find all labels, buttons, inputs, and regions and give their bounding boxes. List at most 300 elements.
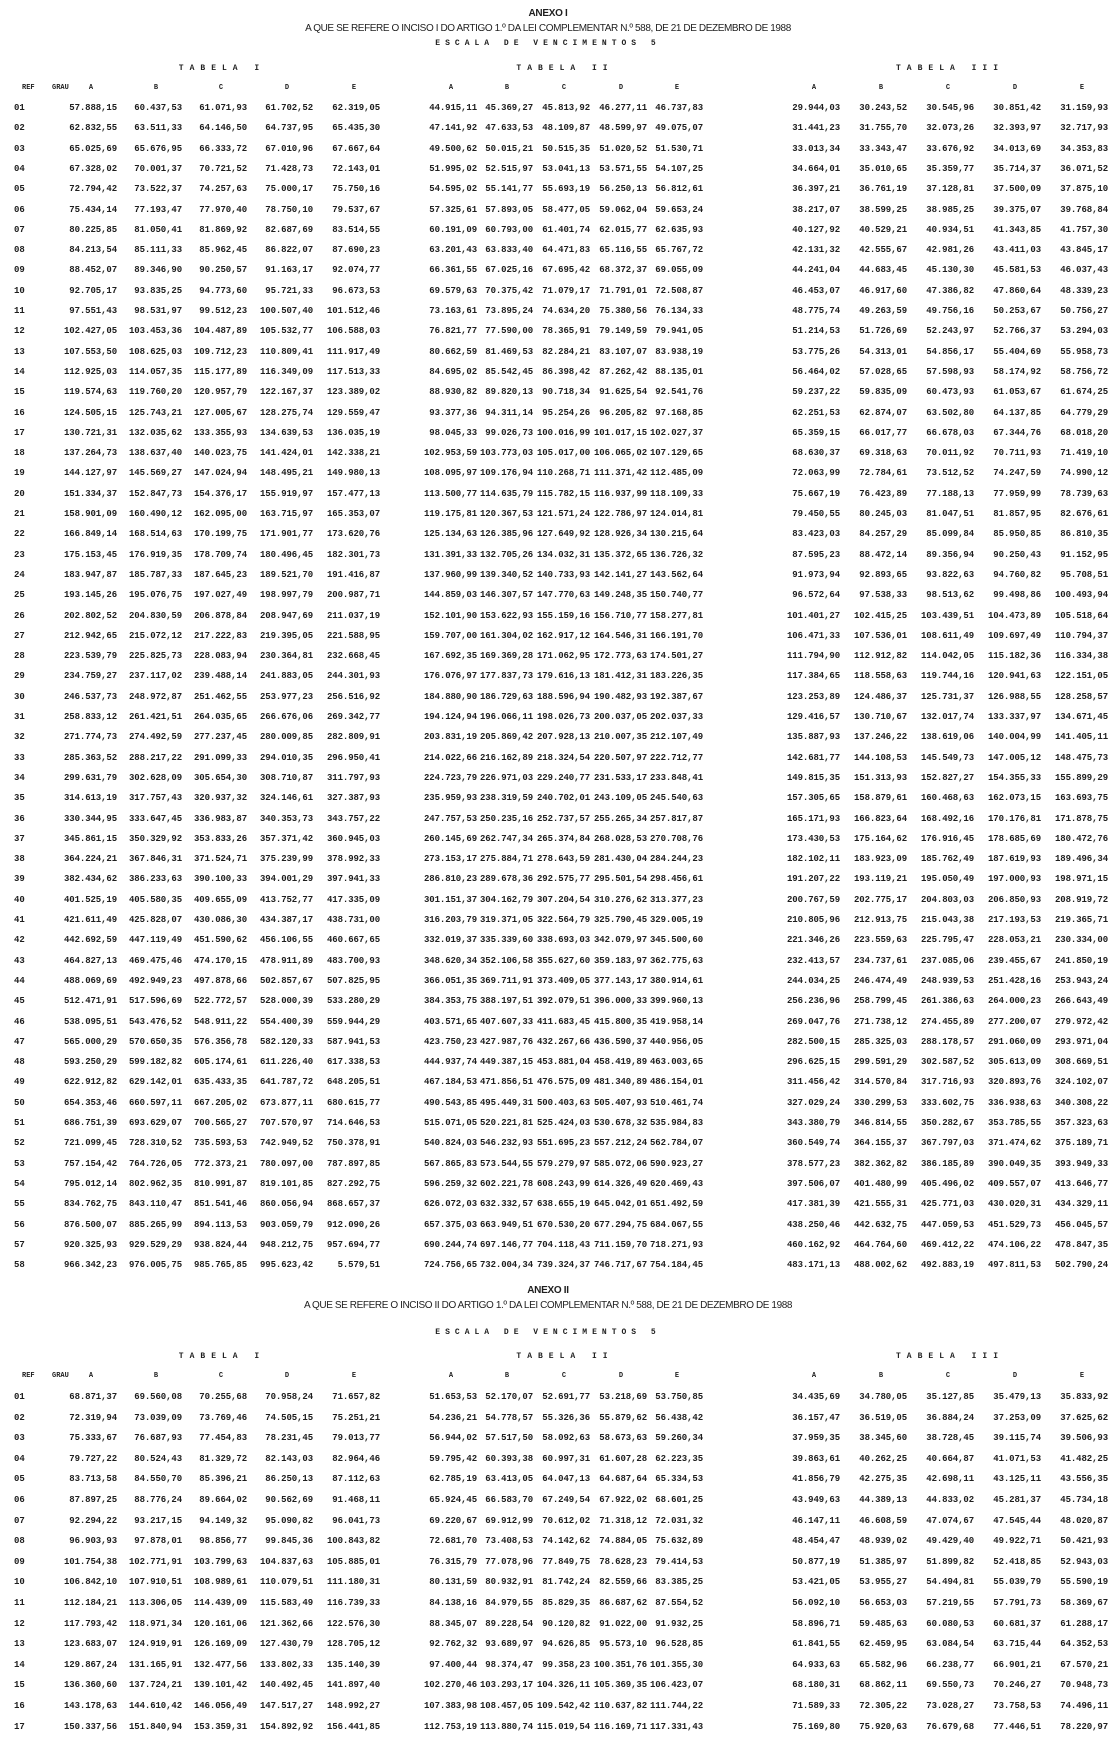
salary-value-cell: 697.146,77 (479, 1239, 533, 1250)
salary-value-cell: 764.726,05 (128, 1158, 182, 1169)
salary-value-cell: 860.056,94 (259, 1199, 313, 1210)
salary-value-cell: 478.911,89 (259, 955, 313, 966)
salary-value-cell: 113.306,05 (128, 1598, 182, 1608)
salary-value-cell: 51.726,69 (859, 326, 907, 337)
salary-value-cell: 355.627,60 (536, 955, 590, 966)
salary-value-cell: 369.711,91 (479, 975, 533, 986)
salary-value-cell: 421.555,31 (853, 1199, 907, 1210)
salary-value-cell: 144.108,53 (853, 752, 907, 763)
salary-value-cell: 327.029,24 (786, 1097, 840, 1108)
salary-value-cell: 120.957,79 (193, 387, 247, 398)
salary-value-cell: 345.500,60 (649, 935, 703, 946)
salary-value-cell: 59.795,42 (429, 1453, 477, 1464)
salary-value-cell: 84.979,55 (485, 1598, 533, 1608)
salary-value-cell: 137.960,99 (423, 569, 477, 580)
salary-value-cell: 405.580,35 (128, 894, 182, 905)
salary-value-cell: 200.037,05 (593, 712, 647, 722)
salary-value-cell: 57.893,05 (485, 204, 533, 215)
grade-column-header: C (218, 1372, 224, 1380)
salary-value-cell: 330.299,53 (853, 1097, 907, 1108)
salary-value-cell: 605.174,61 (193, 1057, 247, 1068)
salary-value-cell: 147.024,94 (193, 468, 247, 479)
salary-value-cell: 530.678,32 (593, 1118, 647, 1128)
salary-value-cell: 868.657,37 (326, 1199, 380, 1210)
salary-value-cell: 732.004,34 (479, 1260, 533, 1271)
salary-value-cell: 154.355,33 (987, 772, 1041, 783)
salary-value-cell: 225.795,47 (920, 935, 974, 946)
salary-value-cell: 132.017,74 (920, 712, 974, 722)
salary-value-cell: 567.865,83 (423, 1158, 477, 1169)
salary-value-cell: 152.827,27 (920, 772, 974, 783)
ref-level-cell: 49 (14, 1077, 25, 1088)
salary-value-cell: 74.142,62 (542, 1536, 590, 1547)
salary-value-cell: 176.076,97 (423, 671, 477, 682)
salary-value-cell: 69.055,09 (655, 265, 703, 276)
salary-value-cell: 44.915,11 (429, 103, 477, 113)
salary-value-cell: 87.554,52 (655, 1598, 703, 1608)
salary-value-cell: 73.028,27 (926, 1701, 974, 1711)
salary-value-cell: 137.264,73 (63, 448, 117, 459)
ref-level-cell: 44 (14, 975, 25, 986)
salary-value-cell: 78.220,97 (1060, 1721, 1108, 1732)
salary-value-cell: 117.793,42 (63, 1618, 117, 1629)
salary-value-cell: 214.022,66 (423, 752, 477, 763)
salary-value-cell: 50.877,19 (792, 1556, 840, 1567)
salary-value-cell: 111.794,90 (786, 651, 840, 662)
salary-value-cell: 367.846,31 (128, 854, 182, 865)
salary-value-cell: 167.692,35 (423, 651, 477, 662)
salary-value-cell: 87.897,25 (69, 1495, 117, 1505)
salary-value-cell: 680.615,77 (326, 1097, 380, 1108)
salary-value-cell: 166.849,14 (63, 529, 117, 540)
salary-value-cell: 72.031,32 (655, 1515, 703, 1526)
salary-value-cell: 397.506,07 (786, 1178, 840, 1189)
salary-value-cell: 45.734,18 (1060, 1495, 1108, 1505)
salary-value-cell: 447.119,49 (128, 935, 182, 946)
salary-value-cell: 89.346,90 (134, 265, 182, 276)
salary-value-cell: 71.419,10 (1060, 448, 1108, 459)
salary-value-cell: 579.279,97 (536, 1158, 590, 1169)
salary-value-cell: 319.371,05 (479, 915, 533, 925)
salary-value-cell: 241.883,05 (259, 671, 313, 682)
salary-value-cell: 126.169,09 (193, 1639, 247, 1650)
grade-column-header: B (153, 1372, 159, 1380)
salary-value-cell: 239.455,67 (987, 955, 1041, 966)
salary-value-cell: 32.073,26 (926, 123, 974, 134)
salary-value-cell: 198.971,15 (1054, 874, 1108, 885)
salary-value-cell: 57.219,55 (926, 1598, 974, 1608)
salary-value-cell: 68.871,37 (69, 1392, 117, 1402)
salary-value-cell: 65.359,15 (792, 427, 840, 438)
salary-value-cell: 55.958,73 (1060, 346, 1108, 357)
ref-level-cell: 08 (14, 1536, 25, 1547)
salary-value-cell: 281.430,04 (593, 854, 647, 865)
salary-value-cell: 48.339,23 (1060, 285, 1108, 296)
salary-value-cell: 795.012,14 (63, 1178, 117, 1189)
salary-value-cell: 244.034,25 (786, 975, 840, 986)
salary-value-cell: 80.225,85 (69, 224, 117, 235)
salary-value-cell: 246.474,49 (853, 975, 907, 986)
salary-value-cell: 528.000,39 (259, 996, 313, 1007)
salary-value-cell: 255.265,34 (593, 813, 647, 824)
salary-value-cell: 390.049,35 (987, 1158, 1041, 1169)
salary-value-cell: 43.411,03 (993, 245, 1041, 256)
salary-value-cell: 106.423,07 (649, 1680, 703, 1691)
salary-value-cell: 239.488,14 (193, 671, 247, 682)
salary-value-cell: 85.099,84 (926, 529, 974, 540)
salary-value-cell: 64.137,85 (993, 407, 1041, 418)
salary-value-cell: 278.643,59 (536, 854, 590, 865)
annex-subtitle: A QUE SE REFERE O INCISO I DO ARTIGO 1.º DA LEI COMPLEMENTAR N.º 588, DE 21 DE DEZEMBRO DE 1988 (305, 23, 791, 34)
salary-value-cell: 195.076,75 (128, 590, 182, 601)
salary-value-cell: 117.384,65 (786, 671, 840, 682)
salary-value-cell: 55.590,19 (1060, 1577, 1108, 1588)
salary-value-cell: 260.145,69 (423, 833, 477, 844)
salary-value-cell: 488.002,62 (853, 1260, 907, 1271)
salary-value-cell: 218.324,54 (536, 752, 590, 763)
salary-value-cell: 212.913,75 (853, 915, 907, 925)
grade-column-header: D (618, 84, 624, 92)
salary-value-cell: 72.319,94 (69, 1412, 117, 1423)
salary-value-cell: 63.413,05 (485, 1474, 533, 1485)
salary-value-cell: 203.831,19 (423, 732, 477, 743)
salary-value-cell: 115.019,54 (536, 1721, 590, 1732)
salary-value-cell: 205.869,42 (479, 732, 533, 743)
salary-value-cell: 97.400,44 (429, 1659, 477, 1670)
salary-value-cell: 219.395,05 (259, 630, 313, 641)
salary-value-cell: 507.825,95 (326, 975, 380, 986)
salary-value-cell: 421.611,49 (63, 915, 117, 925)
salary-value-cell: 49.756,16 (926, 306, 974, 316)
salary-value-cell: 483.171,13 (786, 1260, 840, 1271)
salary-value-cell: 140.492,45 (259, 1680, 313, 1691)
salary-value-cell: 133.802,33 (259, 1659, 313, 1670)
salary-value-cell: 143.178,63 (63, 1701, 117, 1711)
salary-value-cell: 130.215,64 (649, 529, 703, 540)
salary-value-cell: 139.101,42 (193, 1680, 247, 1691)
salary-value-cell: 43.125,11 (993, 1474, 1041, 1485)
ref-level-cell: 51 (14, 1118, 25, 1128)
table-heading: TABELA II (516, 64, 614, 73)
salary-value-cell: 92.294,22 (69, 1515, 117, 1526)
salary-value-cell: 247.757,53 (423, 813, 477, 824)
salary-value-cell: 246.537,73 (63, 691, 117, 702)
salary-value-cell: 107.553,50 (63, 346, 117, 357)
salary-value-cell: 72.794,42 (69, 184, 117, 195)
salary-value-cell: 101.355,30 (649, 1659, 703, 1670)
salary-value-cell: 179.616,13 (536, 671, 590, 682)
salary-value-cell: 96.903,93 (69, 1536, 117, 1547)
salary-value-cell: 256.236,96 (786, 996, 840, 1007)
salary-value-cell: 728.310,52 (128, 1138, 182, 1149)
salary-value-cell: 185.787,33 (128, 569, 182, 580)
salary-value-cell: 91.625,54 (599, 387, 647, 398)
salary-value-cell: 280.009,85 (259, 732, 313, 743)
salary-value-cell: 109.542,42 (536, 1701, 590, 1711)
salary-value-cell: 93.377,36 (429, 407, 477, 418)
salary-value-cell: 50.756,27 (1060, 306, 1108, 316)
salary-value-cell: 148.475,73 (1054, 752, 1108, 763)
salary-value-cell: 129.559,47 (326, 407, 380, 418)
salary-value-cell: 163.715,97 (259, 509, 313, 519)
salary-value-cell: 39.768,84 (1060, 204, 1108, 215)
ref-level-cell: 03 (14, 1433, 25, 1444)
salary-value-cell: 340.353,73 (259, 813, 313, 824)
salary-value-cell: 101.017,15 (593, 427, 647, 438)
ref-level-cell: 55 (14, 1199, 25, 1210)
salary-value-cell: 114.057,35 (128, 366, 182, 377)
salary-value-cell: 464.827,13 (63, 955, 117, 966)
salary-value-cell: 252.737,57 (536, 813, 590, 824)
salary-value-cell: 159.707,00 (423, 630, 477, 641)
salary-value-cell: 77.970,40 (199, 204, 247, 215)
salary-value-cell: 82.559,66 (599, 1577, 647, 1588)
salary-value-cell: 107.383,98 (423, 1701, 477, 1711)
ref-level-cell: 40 (14, 894, 25, 905)
ref-level-cell: 29 (14, 671, 25, 682)
salary-value-cell: 125.134,63 (423, 529, 477, 540)
salary-value-cell: 84.257,29 (859, 529, 907, 540)
salary-value-cell: 178.709,74 (193, 549, 247, 560)
salary-value-cell: 500.403,63 (536, 1097, 590, 1108)
ref-level-cell: 34 (14, 772, 25, 783)
salary-value-cell: 995.623,42 (259, 1260, 313, 1271)
salary-value-cell: 56.438,42 (655, 1412, 703, 1423)
salary-value-cell: 178.685,69 (987, 833, 1041, 844)
salary-value-cell: 684.067,55 (649, 1219, 703, 1230)
salary-value-cell: 79.941,05 (655, 326, 703, 337)
salary-value-cell: 36.071,52 (1060, 163, 1108, 174)
ref-level-cell: 01 (14, 103, 25, 113)
salary-value-cell: 75.667,19 (792, 488, 840, 499)
salary-value-cell: 88.135,01 (655, 366, 703, 377)
grade-column-header: A (448, 1372, 454, 1380)
ref-level-cell: 47 (14, 1036, 25, 1047)
salary-value-cell: 232.413,57 (786, 955, 840, 966)
salary-value-cell: 390.100,33 (193, 874, 247, 885)
salary-value-cell: 156.441,85 (326, 1721, 380, 1732)
table-heading: TABELA II (516, 1352, 614, 1361)
salary-value-cell: 442.692,59 (63, 935, 117, 946)
salary-value-cell: 123.389,02 (326, 387, 380, 398)
salary-value-cell: 903.059,79 (259, 1219, 313, 1230)
salary-value-cell: 77.446,51 (993, 1721, 1041, 1732)
salary-value-cell: 38.599,25 (859, 204, 907, 215)
salary-value-cell: 160.490,12 (128, 509, 182, 519)
salary-value-cell: 96.041,73 (332, 1515, 380, 1526)
salary-value-cell: 37.500,09 (993, 184, 1041, 195)
salary-value-cell: 231.533,17 (593, 772, 647, 783)
salary-value-cell: 111.917,49 (326, 346, 380, 357)
salary-value-cell: 87.690,23 (332, 245, 380, 256)
salary-value-cell: 282.809,91 (326, 732, 380, 743)
salary-value-cell: 127.649,92 (536, 529, 590, 540)
salary-value-cell: 359.183,97 (593, 955, 647, 966)
salary-value-cell: 87.595,23 (792, 549, 840, 560)
salary-value-cell: 69.220,67 (429, 1515, 477, 1526)
salary-value-cell: 322.564,79 (536, 915, 590, 925)
salary-value-cell: 570.650,35 (128, 1036, 182, 1047)
salary-value-cell: 136.360,60 (63, 1680, 117, 1691)
salary-value-cell: 253.977,23 (259, 691, 313, 702)
salary-value-cell: 162.095,00 (193, 509, 247, 519)
grade-column-header: A (88, 1372, 94, 1380)
salary-value-cell: 81.050,41 (134, 224, 182, 235)
salary-value-cell: 135.140,39 (326, 1659, 380, 1670)
salary-value-cell: 221.346,26 (786, 935, 840, 946)
salary-value-cell: 32.393,97 (993, 123, 1041, 134)
salary-value-cell: 317.757,43 (128, 793, 182, 804)
salary-value-cell: 298.456,61 (649, 874, 703, 885)
salary-value-cell: 90.562,69 (265, 1495, 313, 1505)
salary-value-cell: 102.270,46 (423, 1680, 477, 1691)
ref-level-cell: 05 (14, 184, 25, 195)
salary-value-cell: 75.750,16 (332, 184, 380, 195)
salary-value-cell: 50.253,67 (993, 306, 1041, 316)
salary-value-cell: 301.151,37 (423, 894, 477, 905)
salary-value-cell: 562.784,07 (649, 1138, 703, 1149)
salary-value-cell: 51.653,53 (429, 1392, 477, 1402)
salary-value-cell: 48.454,47 (792, 1536, 840, 1547)
ref-column-header: REF (22, 84, 35, 92)
ref-level-cell: 16 (14, 1701, 25, 1711)
salary-value-cell: 63.833,40 (485, 245, 533, 256)
salary-value-cell: 447.059,53 (920, 1219, 974, 1230)
salary-value-cell: 66.901,21 (993, 1659, 1041, 1670)
salary-value-cell: 302.628,09 (128, 772, 182, 783)
salary-value-cell: 288.217,22 (128, 752, 182, 763)
salary-value-cell: 60.437,53 (134, 103, 182, 113)
salary-value-cell: 53.955,27 (859, 1577, 907, 1588)
salary-value-cell: 89.228,54 (485, 1618, 533, 1629)
salary-value-cell: 63.502,80 (926, 407, 974, 418)
salary-value-cell: 330.344,95 (63, 813, 117, 824)
salary-value-cell: 102.427,05 (63, 326, 117, 337)
salary-value-cell: 70.246,27 (993, 1680, 1041, 1691)
salary-value-cell: 131.165,91 (128, 1659, 182, 1670)
salary-value-cell: 274.455,89 (920, 1016, 974, 1027)
salary-value-cell: 103.453,36 (128, 326, 182, 337)
salary-value-cell: 243.109,05 (593, 793, 647, 804)
salary-value-cell: 93.217,15 (134, 1515, 182, 1526)
salary-value-cell: 210.805,96 (786, 915, 840, 925)
salary-value-cell: 132.035,62 (128, 427, 182, 438)
salary-value-cell: 104.326,11 (536, 1680, 590, 1691)
salary-value-cell: 90.718,34 (542, 387, 590, 398)
ref-column-header: REF (22, 1372, 35, 1380)
salary-value-cell: 151.334,37 (63, 488, 117, 499)
salary-value-cell: 110.809,41 (259, 346, 313, 357)
salary-value-cell: 197.027,49 (193, 590, 247, 601)
salary-value-cell: 41.343,85 (993, 224, 1041, 235)
salary-value-cell: 474.106,22 (987, 1239, 1041, 1250)
ref-level-cell: 52 (14, 1138, 25, 1149)
salary-value-cell: 401.480,99 (853, 1178, 907, 1189)
salary-value-cell: 96.673,53 (332, 285, 380, 296)
salary-value-cell: 690.244,74 (423, 1239, 477, 1250)
salary-value-cell: 317.716,93 (920, 1077, 974, 1088)
salary-value-cell: 175.164,62 (853, 833, 907, 844)
salary-value-cell: 143.562,64 (649, 569, 703, 580)
salary-value-cell: 173.620,76 (326, 529, 380, 540)
salary-value-cell: 88.345,07 (429, 1618, 477, 1629)
salary-value-cell: 70.612,02 (542, 1515, 590, 1526)
salary-value-cell: 154.892,92 (259, 1721, 313, 1732)
ref-level-cell: 06 (14, 204, 25, 215)
salary-value-cell: 39.375,07 (993, 204, 1041, 215)
salary-value-cell: 68.180,31 (792, 1680, 840, 1691)
salary-value-cell: 476.575,09 (536, 1077, 590, 1088)
salary-value-cell: 217.222,83 (193, 630, 247, 641)
salary-value-cell: 230.334,00 (1054, 935, 1108, 946)
salary-value-cell: 112.485,09 (649, 468, 703, 479)
salary-value-cell: 177.837,73 (479, 671, 533, 682)
salary-value-cell: 87.262,42 (599, 366, 647, 377)
salary-value-cell: 91.973,94 (792, 569, 840, 580)
salary-value-cell: 308.669,51 (1054, 1057, 1108, 1068)
salary-value-cell: 35.833,92 (1060, 1392, 1108, 1402)
salary-value-cell: 46.147,11 (792, 1515, 840, 1526)
salary-value-cell: 474.170,15 (193, 955, 247, 966)
salary-value-cell: 299.631,79 (63, 772, 117, 783)
salary-value-cell: 52.943,03 (1060, 1556, 1108, 1567)
salary-value-cell: 183.923,09 (853, 854, 907, 865)
salary-value-cell: 409.557,07 (987, 1178, 1041, 1189)
salary-value-cell: 559.944,29 (326, 1016, 380, 1027)
salary-value-cell: 98.374,47 (485, 1659, 533, 1670)
salary-value-cell: 140.733,93 (536, 569, 590, 580)
salary-value-cell: 522.772,57 (193, 996, 247, 1007)
salary-value-cell: 95.090,82 (265, 1515, 313, 1526)
salary-value-cell: 43.845,17 (1060, 245, 1108, 256)
salary-value-cell: 102.771,91 (128, 1556, 182, 1567)
salary-value-cell: 182.102,11 (786, 854, 840, 865)
salary-value-cell: 97.538,33 (859, 590, 907, 601)
salary-value-cell: 65.676,95 (134, 143, 182, 154)
salary-value-cell: 638.655,19 (536, 1199, 590, 1210)
salary-value-cell: 72.681,70 (429, 1536, 477, 1547)
salary-value-cell: 80.662,59 (429, 346, 477, 357)
salary-value-cell: 92.074,77 (332, 265, 380, 276)
salary-value-cell: 197.000,93 (987, 874, 1041, 885)
salary-value-cell: 174.501,27 (649, 651, 703, 662)
ref-level-cell: 10 (14, 1577, 25, 1588)
salary-value-cell: 343.380,79 (786, 1118, 840, 1128)
salary-value-cell: 60.191,09 (429, 224, 477, 235)
salary-value-cell: 251.462,55 (193, 691, 247, 702)
salary-value-cell: 141.405,11 (1054, 732, 1108, 743)
salary-value-cell: 198.997,79 (259, 590, 313, 601)
salary-value-cell: 91.932,25 (655, 1618, 703, 1629)
salary-value-cell: 53.294,03 (1060, 326, 1108, 337)
salary-value-cell: 70.011,92 (926, 448, 974, 459)
salary-value-cell: 117.513,33 (326, 366, 380, 377)
salary-value-cell: 56.464,02 (792, 366, 840, 377)
ref-level-cell: 37 (14, 833, 25, 844)
salary-value-cell: 285.363,52 (63, 752, 117, 763)
salary-value-cell: 134.639,53 (259, 427, 313, 438)
salary-value-cell: 198.026,73 (536, 712, 590, 722)
salary-value-cell: 52.243,97 (926, 326, 974, 337)
salary-value-cell: 248.939,53 (920, 975, 974, 986)
salary-value-cell: 471.856,51 (479, 1077, 533, 1088)
salary-value-cell: 155.159,16 (536, 610, 590, 621)
salary-value-cell: 772.373,21 (193, 1158, 247, 1169)
salary-value-cell: 77.454,83 (199, 1433, 247, 1444)
salary-value-cell: 119.574,63 (63, 387, 117, 398)
salary-value-cell: 67.570,21 (1060, 1659, 1108, 1670)
salary-value-cell: 189.496,34 (1054, 854, 1108, 865)
